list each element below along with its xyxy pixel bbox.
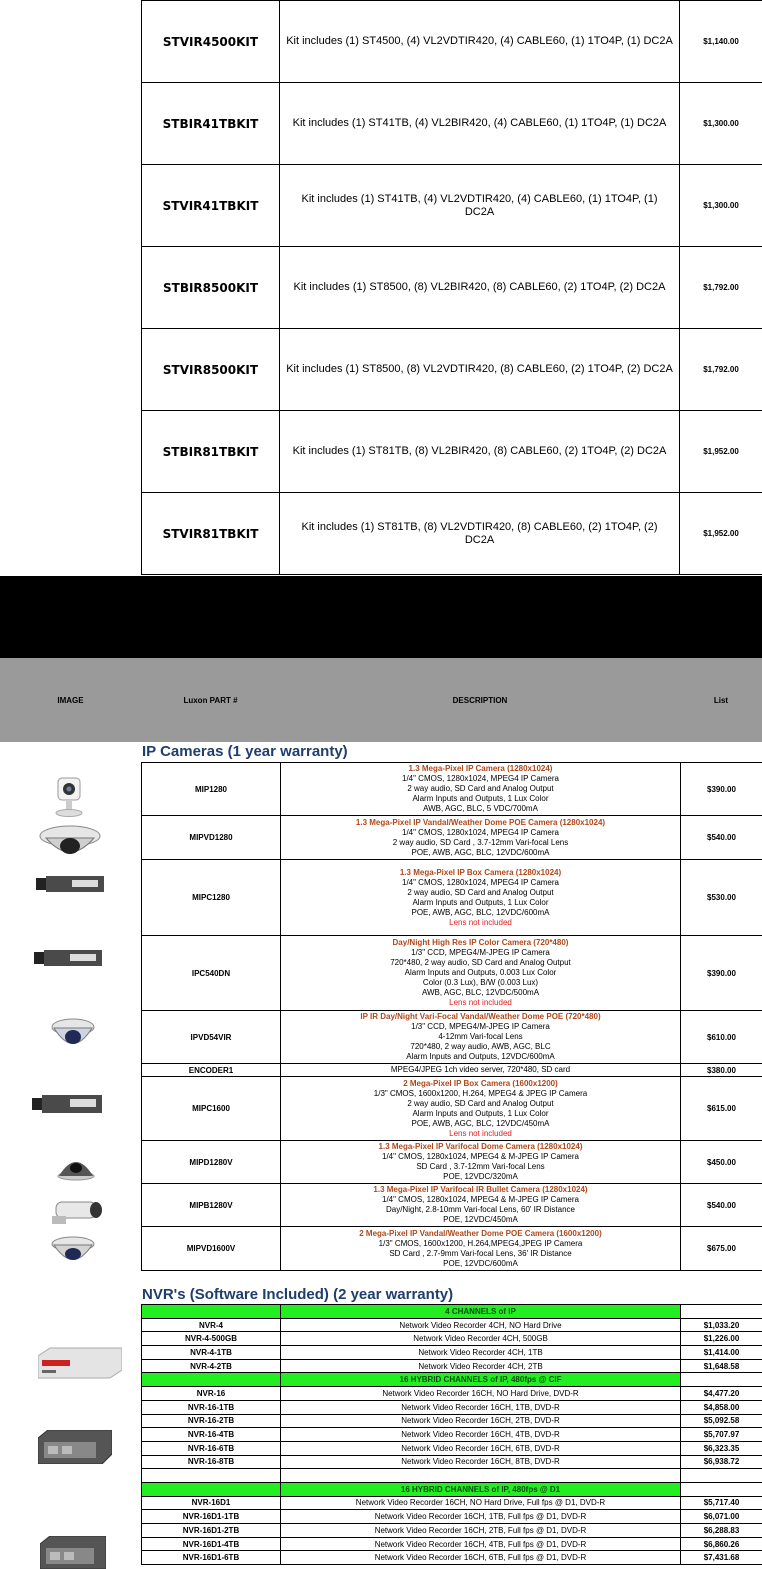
list-price: $1,648.58 (681, 1359, 762, 1373)
description (281, 1064, 681, 1077)
description: Network Video Recorder 4CH, 2TB (281, 1359, 681, 1373)
spec-line: 1/3" CCD, MPEG4/M-JPEG IP Camera (411, 1022, 550, 1031)
dome-camera-icon (38, 822, 102, 862)
spec-line: POE, 12VDC/320mA (443, 1172, 518, 1181)
group-cell (681, 1482, 762, 1496)
spec-line: 2 way audio, SD Card , 3.7-12mm Vari-focal Lens (392, 837, 569, 847)
table-row (142, 1441, 762, 1455)
part-number: STVIR8500KIT (142, 329, 280, 411)
empty-cell (681, 1469, 762, 1483)
list-price: $390.00 (681, 763, 762, 816)
list-price: $5,092.58 (681, 1414, 762, 1428)
list-price: $1,226.00 (681, 1332, 762, 1346)
list-price: $6,288.83 (681, 1524, 762, 1538)
description: Kit includes (1) ST81TB, (8) VL2VDTIR420, (8) CABLE60, (2) 1TO4P, (2) DC2A (280, 493, 680, 575)
description (281, 1184, 681, 1227)
group-label: 4 CHANNELS of IP (281, 1305, 681, 1319)
list-price: $1,140.00 (680, 1, 762, 83)
table-row (142, 1537, 762, 1551)
group-label: 16 HYBRID CHANNELS of IP, 480fps @ D1 (281, 1482, 681, 1496)
list-price: $610.00 (681, 1011, 762, 1064)
product-title: 1.3 Mega-Pixel IP Varifocal Dome Camera (1280x1024) (378, 1142, 583, 1151)
part-number: MIPVD1600V (142, 1227, 281, 1271)
product-title: IP IR Day/Night Vari-Focal Vandal/Weather Dome POE (720*480) (360, 1012, 601, 1021)
ip-cameras-title: IP Cameras (1 year warranty) (142, 743, 348, 760)
description: Network Video Recorder 16CH, NO Hard Drive, Full fps @ D1, DVD-R (281, 1496, 681, 1510)
table-row (142, 1318, 762, 1332)
part-number: STVIR41TBKIT (142, 165, 280, 247)
spec-line: 2 way audio, SD Card and Analog Output (407, 887, 554, 897)
spec-line: POE, AWB, AGC, BLC, 12VDC/600mA (411, 847, 550, 857)
description (281, 936, 681, 1011)
table-row (142, 1359, 762, 1373)
box-camera-icon (34, 948, 104, 968)
cube-camera-icon (52, 776, 88, 818)
spec-line: Alarm Inputs and Outputs, 1 Lux Color (412, 897, 549, 907)
spec-line: 1/4" CMOS, 1280x1024, MPEG4 IP Camera (402, 774, 559, 783)
spec-line: 2 way audio, SD Card and Analog Output (407, 1098, 554, 1108)
spec-line: 2 way audio, SD Card and Analog Output (407, 784, 554, 793)
table-row (142, 1011, 762, 1064)
table-row (142, 1496, 762, 1510)
spec-line: POE, 12VDC/450mA (443, 1215, 518, 1224)
header-image: IMAGE (57, 695, 84, 705)
description (281, 816, 681, 860)
description (281, 1011, 681, 1064)
group-header-row (142, 1482, 762, 1496)
part-number: IPVD54VIR (142, 1011, 281, 1064)
description: Network Video Recorder 16CH, NO Hard Drive, DVD-R (281, 1387, 681, 1401)
lens-note: Lens not included (449, 917, 512, 927)
part-number: NVR-16D1-4TB (142, 1537, 281, 1551)
list-price: $6,071.00 (681, 1510, 762, 1524)
product-title: Day/Night High Res IP Color Camera (720*480) (392, 938, 569, 947)
description (281, 860, 681, 936)
list-price: $1,300.00 (680, 165, 762, 247)
spec-line: 720*480, 2 way audio, SD Card and Analog Output (390, 958, 571, 967)
spacer-row (142, 1469, 762, 1483)
dome-camera-icon (50, 1234, 96, 1270)
list-price: $530.00 (681, 860, 762, 936)
spec-line: Alarm Inputs and Outputs, 0.003 Lux Color (404, 968, 557, 977)
description: Network Video Recorder 16CH, 1TB, DVD-R (281, 1400, 681, 1414)
empty-cell (142, 1469, 281, 1483)
product-title: 2 Mega-Pixel IP Box Camera (1600x1200) (403, 1078, 558, 1088)
nvr-title: NVR's (Software Included) (2 year warranty) (142, 1286, 454, 1303)
nvr-table (141, 1304, 762, 1565)
kit-table (141, 0, 762, 575)
list-price: $540.00 (681, 816, 762, 860)
spec-line: 1/3" CCD, MPEG4/M-JPEG IP Camera (411, 948, 550, 957)
group-label: 16 HYBRID CHANNELS of IP, 480fps @ CIF (281, 1373, 681, 1387)
part-number: NVR-16D1-6TB (142, 1551, 281, 1565)
table-row (142, 83, 762, 165)
list-price: $540.00 (681, 1184, 762, 1227)
list-price: $390.00 (681, 936, 762, 1011)
part-number: STVIR4500KIT (142, 1, 280, 83)
lens-note: Lens not included (449, 1128, 512, 1138)
table-row (142, 860, 762, 936)
product-title: 1.3 Mega-Pixel IP Box Camera (1280x1024) (399, 867, 562, 877)
list-price: $5,717.40 (681, 1496, 762, 1510)
table-row (142, 247, 762, 329)
spec-line: 1/4" CMOS, 1280x1024, MPEG4 IP Camera (402, 827, 559, 837)
rack-server-icon (38, 1430, 112, 1464)
description: Kit includes (1) ST81TB, (8) VL2BIR420, (8) CABLE60, (2) 1TO4P, (2) DC2A (280, 411, 680, 493)
list-price: $7,431.68 (681, 1551, 762, 1565)
group-cell (142, 1482, 281, 1496)
part-number: MIPC1600 (142, 1077, 281, 1141)
group-header-row (142, 1373, 762, 1387)
table-row (142, 1, 762, 83)
list-price: $615.00 (681, 1077, 762, 1141)
empty-cell (281, 1469, 681, 1483)
dome-camera-icon (56, 1152, 96, 1182)
part-number: NVR-16D1 (142, 1496, 281, 1510)
part-number: NVR-16-1TB (142, 1400, 281, 1414)
product-title: 2 Mega-Pixel IP Vandal/Weather Dome POE Camera (1600x1200) (359, 1228, 602, 1238)
part-number: MIPB1280V (142, 1184, 281, 1227)
list-price: $450.00 (681, 1141, 762, 1184)
part-number: NVR-16-6TB (142, 1441, 281, 1455)
table-row (142, 1400, 762, 1414)
description: Network Video Recorder 16CH, 6TB, Full fps @ D1, DVD-R (281, 1551, 681, 1565)
spec-line: POE, 12VDC/600mA (443, 1258, 518, 1268)
dome-camera-icon (50, 1015, 96, 1055)
column-header-row (0, 658, 762, 742)
nvr-desktop-icon (38, 1346, 122, 1380)
table-row (142, 1524, 762, 1538)
spec-line: 1/3" CMOS, 1600x1200, H.264, MPEG4 & JPEG IP Camera (373, 1088, 588, 1098)
part-number: STBIR8500KIT (142, 247, 280, 329)
table-row (142, 1184, 762, 1227)
spec-line: AWB, AGC, BLC, 5 VDC/700mA (423, 804, 538, 813)
header-part: Luxon PART # (183, 695, 238, 705)
table-row (142, 1455, 762, 1469)
description: Network Video Recorder 16CH, 1TB, Full fps @ D1, DVD-R (281, 1510, 681, 1524)
table-row (142, 411, 762, 493)
group-cell (142, 1305, 281, 1319)
part-number: IPC540DN (142, 936, 281, 1011)
part-number: NVR-16-8TB (142, 1455, 281, 1469)
description: Network Video Recorder 16CH, 4TB, Full fps @ D1, DVD-R (281, 1537, 681, 1551)
part-number: NVR-4 (142, 1318, 281, 1332)
spec-line: Day/Night, 2.8-10mm Vari-focal Lens, 60' IR Distance (385, 1205, 575, 1214)
description: Kit includes (1) ST4500, (4) VL2VDTIR420, (4) CABLE60, (1) 1TO4P, (1) DC2A (280, 1, 680, 83)
list-price: $1,033.20 (681, 1318, 762, 1332)
description: Network Video Recorder 16CH, 8TB, DVD-R (281, 1455, 681, 1469)
description: Network Video Recorder 16CH, 2TB, Full fps @ D1, DVD-R (281, 1524, 681, 1538)
list-price: $675.00 (681, 1227, 762, 1271)
list-price: $1,792.00 (680, 329, 762, 411)
group-cell (681, 1305, 762, 1319)
table-row (142, 1510, 762, 1524)
table-row (142, 1346, 762, 1360)
description (281, 1077, 681, 1141)
table-row (142, 329, 762, 411)
description: Network Video Recorder 16CH, 6TB, DVD-R (281, 1441, 681, 1455)
table-row (142, 1414, 762, 1428)
table-row (142, 1551, 762, 1565)
part-number: ENCODER1 (142, 1064, 281, 1077)
description: Network Video Recorder 16CH, 4TB, DVD-R (281, 1428, 681, 1442)
part-number: NVR-16 (142, 1387, 281, 1401)
description (281, 1227, 681, 1271)
part-number: STBIR41TBKIT (142, 83, 280, 165)
list-price: $6,938.72 (681, 1455, 762, 1469)
list-price: $380.00 (681, 1064, 762, 1077)
list-price: $1,952.00 (680, 411, 762, 493)
table-row (142, 1387, 762, 1401)
lens-note: Lens not included (449, 998, 512, 1007)
spec-line: Alarm Inputs and Outputs, 1 Lux Color (412, 794, 549, 803)
description: Kit includes (1) ST8500, (8) VL2VDTIR420, (8) CABLE60, (2) 1TO4P, (2) DC2A (280, 329, 680, 411)
black-band (0, 576, 762, 658)
part-number: NVR-4-500GB (142, 1332, 281, 1346)
description: Kit includes (1) ST8500, (8) VL2BIR420, (8) CABLE60, (2) 1TO4P, (2) DC2A (280, 247, 680, 329)
spec-line: Alarm Inputs and Outputs, 12VDC/600mA (406, 1052, 555, 1061)
table-row (142, 936, 762, 1011)
part-number: NVR-4-1TB (142, 1346, 281, 1360)
description: Network Video Recorder 4CH, 500GB (281, 1332, 681, 1346)
spec-line: POE, AWB, AGC, BLC, 12VDC/450mA (411, 1118, 550, 1128)
group-header-row (142, 1305, 762, 1319)
spec-line: 1/3" CMOS, 1600x1200, H.264,MPEG4,JPEG IP Camera (378, 1238, 583, 1248)
header-description: DESCRIPTION (452, 695, 508, 705)
part-number: NVR-16D1-2TB (142, 1524, 281, 1538)
product-title: 1.3 Mega-Pixel IP Varifocal IR Bullet Camera (1280x1024) (373, 1185, 588, 1194)
part-number: NVR-16-4TB (142, 1428, 281, 1442)
list-price: $5,707.97 (681, 1428, 762, 1442)
spec-line: 720*480, 2 way audio, AWB, AGC, BLC (410, 1042, 551, 1051)
box-camera-icon (36, 874, 106, 894)
list-price: $1,414.00 (681, 1346, 762, 1360)
spec-line: Color (0.3 Lux), B/W (0.003 Lux) (422, 978, 539, 987)
spec-line: AWB, AGC, BLC, 12VDC/500mA (421, 988, 540, 997)
group-cell (142, 1373, 281, 1387)
list-price: $1,952.00 (680, 493, 762, 575)
description: Network Video Recorder 4CH, NO Hard Drive (281, 1318, 681, 1332)
list-price: $1,300.00 (680, 83, 762, 165)
list-price: $6,860.26 (681, 1537, 762, 1551)
table-row (142, 1332, 762, 1346)
group-cell (681, 1373, 762, 1387)
spec-line: 1/4" CMOS, 1280x1024, MPEG4 & M-JPEG IP Camera (382, 1195, 579, 1204)
list-price: $6,323.35 (681, 1441, 762, 1455)
table-row (142, 1428, 762, 1442)
table-row (142, 165, 762, 247)
part-number: MIPD1280V (142, 1141, 281, 1184)
spec-line: 4-12mm Vari-focal Lens (438, 1032, 523, 1041)
spec-line: 1/4" CMOS, 1280x1024, MPEG4 & M-JPEG IP Camera (382, 1152, 579, 1161)
spec-line: 1/4" CMOS, 1280x1024, MPEG4 IP Camera (402, 877, 559, 887)
table-row (142, 1141, 762, 1184)
product-title: 1.3 Mega-Pixel IP Camera (1280x1024) (408, 764, 553, 773)
spec-line: MPEG4/JPEG 1ch video server, 720*480, SD card (390, 1065, 571, 1074)
description: Kit includes (1) ST41TB, (4) VL2BIR420, (4) CABLE60, (1) 1TO4P, (1) DC2A (280, 83, 680, 165)
box-camera-icon (32, 1093, 104, 1115)
part-number: STVIR81TBKIT (142, 493, 280, 575)
list-price: $1,792.00 (680, 247, 762, 329)
part-number: NVR-16-2TB (142, 1414, 281, 1428)
table-row (142, 1227, 762, 1271)
list-price: $4,858.00 (681, 1400, 762, 1414)
description: Kit includes (1) ST41TB, (4) VL2VDTIR420, (4) CABLE60, (1) 1TO4P, (1) DC2A (280, 165, 680, 247)
rack-server-icon (40, 1536, 106, 1569)
description (281, 1141, 681, 1184)
table-row (142, 816, 762, 860)
spec-line: POE, AWB, AGC, BLC, 12VDC/600mA (411, 907, 550, 917)
part-number: MIPC1280 (142, 860, 281, 936)
description (281, 763, 681, 816)
description: Network Video Recorder 16CH, 2TB, DVD-R (281, 1414, 681, 1428)
part-number: MIP1280 (142, 763, 281, 816)
part-number: NVR-4-2TB (142, 1359, 281, 1373)
table-row (142, 493, 762, 575)
spec-line: Alarm Inputs and Outputs, 1 Lux Color (412, 1108, 549, 1118)
list-price: $4,477.20 (681, 1387, 762, 1401)
table-row (142, 1064, 762, 1077)
description: Network Video Recorder 4CH, 1TB (281, 1346, 681, 1360)
spec-line: SD Card , 3.7-12mm Vari-focal Lens (416, 1162, 545, 1171)
part-number: NVR-16D1-1TB (142, 1510, 281, 1524)
table-row (142, 763, 762, 816)
spec-line: SD Card , 2.7-9mm Vari-focal Lens, 36' IR Distance (389, 1248, 572, 1258)
table-row (142, 1077, 762, 1141)
part-number: MIPVD1280 (142, 816, 281, 860)
ip-camera-table (141, 762, 762, 1271)
part-number: STBIR81TBKIT (142, 411, 280, 493)
bullet-camera-icon (50, 1196, 106, 1226)
product-title: 1.3 Mega-Pixel IP Vandal/Weather Dome POE Camera (1280x1024) (355, 817, 606, 827)
header-list: List (713, 695, 729, 705)
